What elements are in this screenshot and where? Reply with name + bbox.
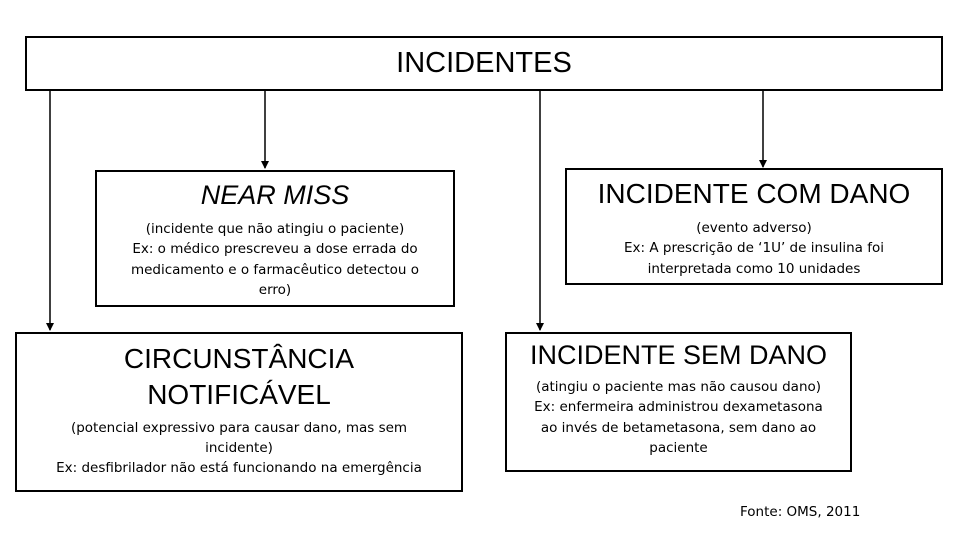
source-citation: Fonte: OMS, 2011 bbox=[740, 504, 861, 520]
circunstancia-title-line: CIRCUNSTÂNCIA bbox=[123, 343, 355, 374]
circunstancia-description bbox=[17, 418, 461, 479]
incidentes-title: INCIDENTES bbox=[396, 46, 572, 79]
incidente-com-dano-description bbox=[567, 218, 941, 279]
circunstancia-title-line: NOTIFICÁVEL bbox=[147, 379, 331, 411]
circunstancia-line: Ex: desfibrilador não está funcionando na emergência bbox=[56, 460, 422, 477]
near-miss-box bbox=[95, 170, 455, 307]
near-miss-line: (incidente que não atingiu o paciente) bbox=[145, 221, 405, 238]
near-miss-line: Ex: o médico prescreveu a dose errada do bbox=[132, 241, 418, 258]
circunstancia-line: (potencial expressivo para causar dano, mas sem bbox=[70, 419, 408, 436]
near-miss-line: erro) bbox=[258, 281, 292, 298]
incidente-sem-dano-title: INCIDENTE SEM DANO bbox=[529, 340, 828, 370]
incidente-com-dano-line: (evento adverso) bbox=[696, 220, 812, 237]
near-miss-description bbox=[97, 219, 453, 300]
incidente-com-dano-line: interpretada como 10 unidades bbox=[647, 260, 861, 277]
incidente-sem-dano-line: Ex: enfermeira administrou dexametasona bbox=[534, 399, 823, 416]
incidente-com-dano-line: Ex: A prescrição de ‘1U’ de insulina foi bbox=[624, 240, 884, 257]
circunstancia-line: incidente) bbox=[205, 440, 273, 457]
incidentes-box bbox=[25, 36, 943, 91]
incidente-sem-dano-description bbox=[507, 377, 850, 458]
incidente-sem-dano-line: (atingiu o paciente mas não causou dano) bbox=[535, 379, 822, 396]
incidente-sem-dano-line: ao invés de betametasona, sem dano ao bbox=[540, 419, 817, 436]
near-miss-title: NEAR MISS bbox=[200, 180, 350, 210]
incidente-com-dano-box bbox=[565, 168, 943, 285]
incidente-sem-dano-line: paciente bbox=[649, 439, 708, 456]
incidente-com-dano-title: INCIDENTE COM DANO bbox=[597, 178, 911, 209]
near-miss-line: medicamento e o farmacêutico detectou o bbox=[130, 261, 420, 278]
circunstancia-notificavel-box bbox=[15, 332, 463, 492]
circunstancia-title bbox=[17, 341, 461, 414]
incidente-sem-dano-box bbox=[505, 332, 852, 472]
